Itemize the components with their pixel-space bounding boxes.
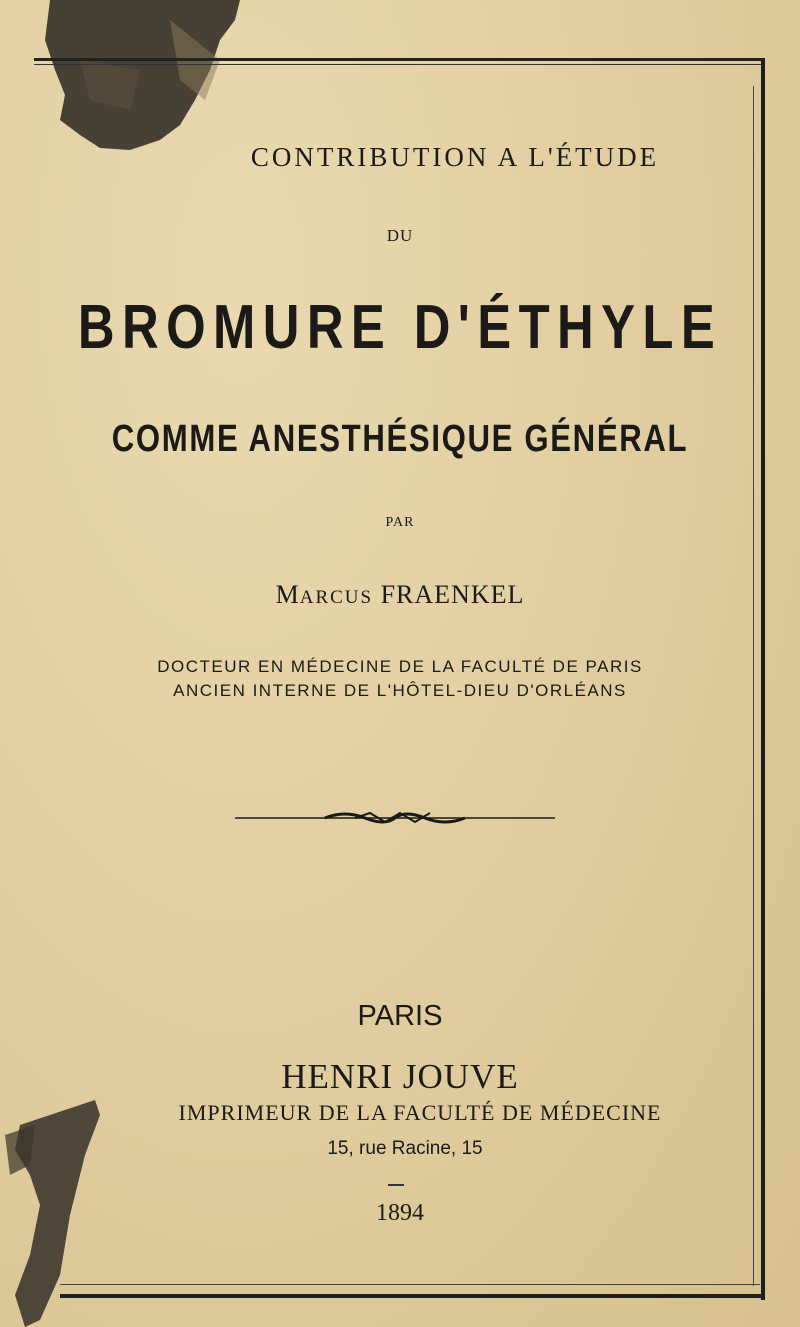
author-name [0, 580, 800, 610]
frame-top-rule [34, 58, 764, 61]
main-title: BROMURE D'ÉTHYLE [77, 293, 723, 362]
year-dash [388, 1184, 404, 1186]
city: PARIS [357, 1000, 443, 1032]
frame-top-rule-thin [34, 64, 764, 65]
publication-year: 1894 [376, 1200, 424, 1226]
author-first-initial: M [275, 580, 300, 609]
author-first-rest: ARCUS [299, 587, 374, 608]
publisher: HENRI JOUVE [281, 1057, 519, 1096]
frame-bottom-rule-thin [60, 1284, 760, 1285]
du-line: DU [386, 226, 414, 245]
credential-line-2: ANCIEN INTERNE DE L'HÔTEL-DIEU D'ORLÉANS [173, 681, 627, 700]
author-last-name: FRAENKEL [380, 580, 525, 609]
ornamental-divider [235, 810, 555, 826]
contribution-line: CONTRIBUTION A L'ÉTUDE [250, 142, 660, 172]
ink-stain-top-left [20, 0, 255, 160]
credential-line-1: DOCTEUR EN MÉDECINE DE LA FACULTÉ DE PARIS [157, 657, 643, 676]
publisher-address: 15, rue Racine, 15 [327, 1138, 483, 1159]
par-line: PAR [385, 515, 415, 530]
frame-bottom-rule [60, 1294, 765, 1298]
subtitle: COMME ANESTHÉSIQUE GÉNÉRAL [111, 418, 689, 460]
publisher-role: IMPRIMEUR DE LA FACULTÉ DE MÉDECINE [178, 1100, 662, 1125]
